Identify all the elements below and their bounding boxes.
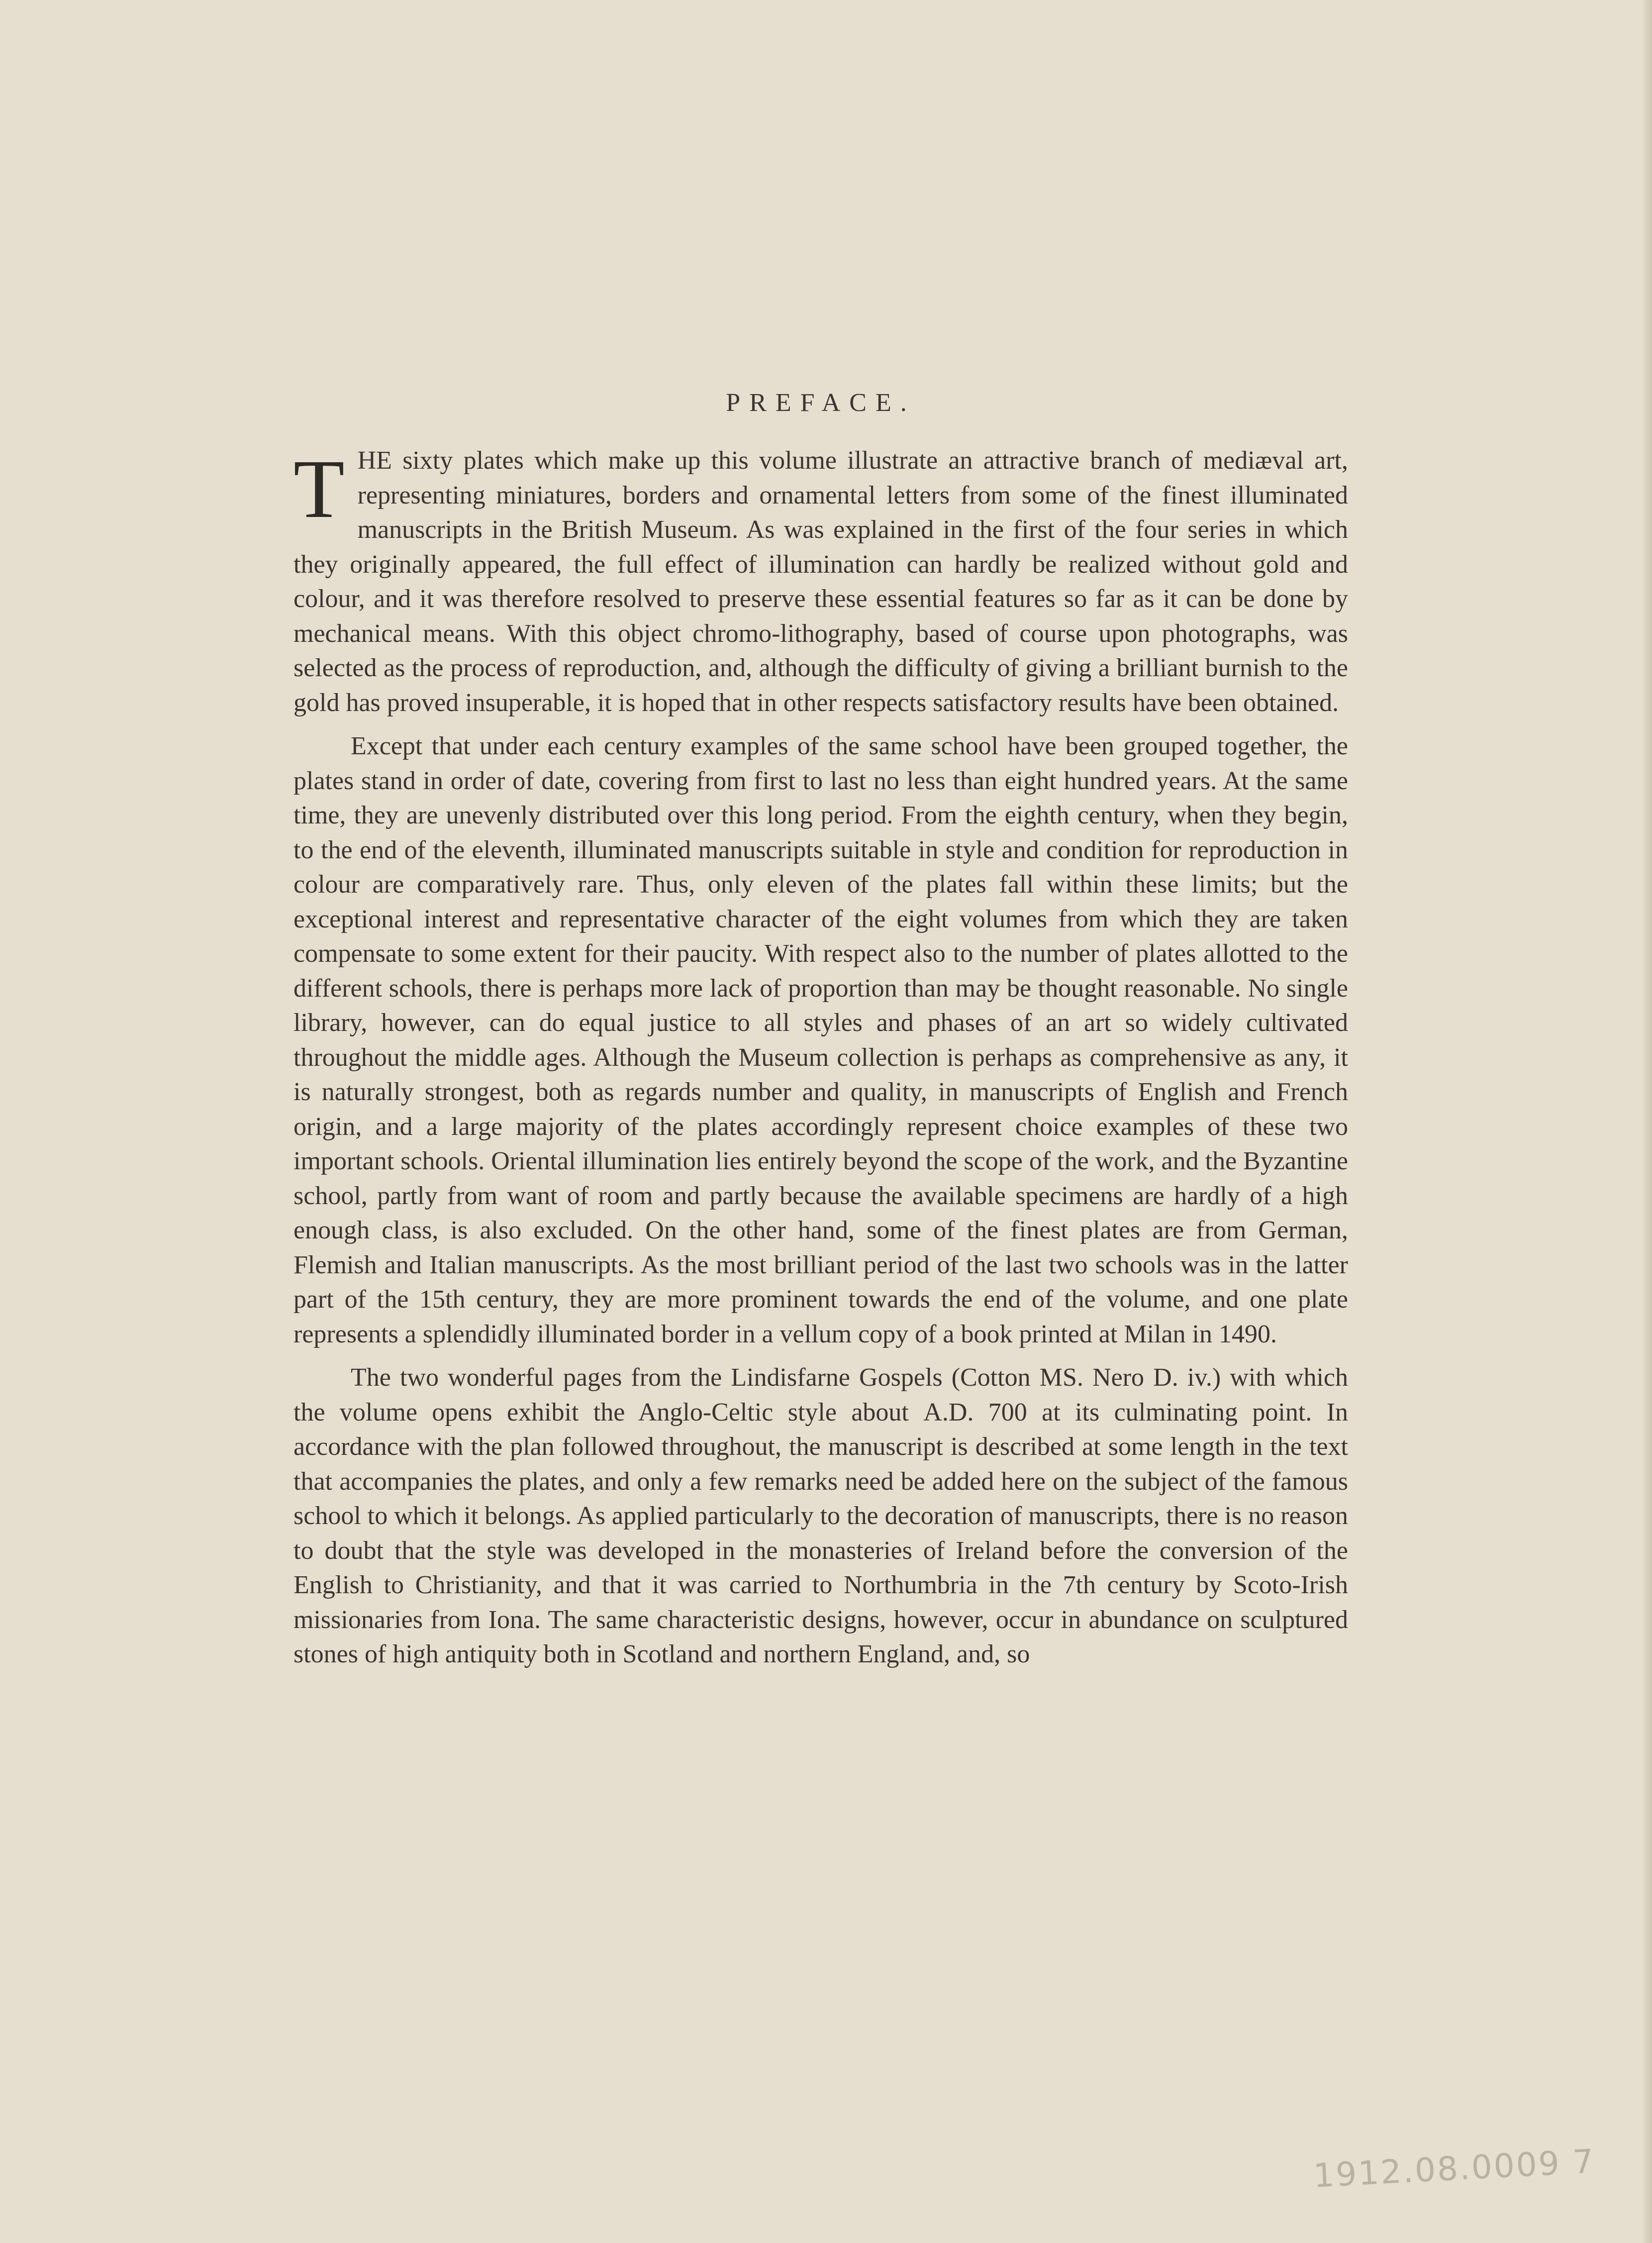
paragraph-2: Except that under each century examples of the same school have been grouped together, the plates stand in order of date, covering from first to last no less than eight hundred years. At the same time, they are unevenly distributed over this long period. From the eighth century, when they begin, to the end of the eleventh, illuminated manuscripts suitable in style and condition for reproduction in colour are comparatively rare. Thus, only eleven of the plates fall within these limits; but the exceptional interest and representative character of the eight volumes from which they are taken compensate to some extent for their paucity. With respect also to the number of plates allotted to the different schools, there is perhaps more lack of proportion than may be thought reasonable. No single library, however, can do equal justice to all styles and phases of an art so widely cultivated throughout the middle ages. Although the Museum collection is perhaps as comprehensive as any, it is naturally strongest, both as regards number and quality, in manuscripts of English and French origin, and a large majority of the plates accordingly represent choice examples of these two important schools. Oriental illumination lies entirely beyond the scope of the work, and the Byzantine school, partly from want of room and partly because the available specimens are hardly of a high enough class, is also excluded. On the other hand, some of the finest plates are from German, Flemish and Italian manuscripts. As the most brilliant period of the last two schools was in the latter part of the 15th century, they are more prominent towards the end of the volume, and one plate represents a splendidly illuminated border in a vellum copy of a book printed at Milan in 1490. (293, 732, 1348, 1348)
drop-cap-letter: T (293, 443, 345, 535)
paper-edge (1641, 0, 1652, 2243)
accession-number: 1912.08.0009 7 (1312, 2142, 1596, 2195)
anno-domini: A.D. (923, 1398, 974, 1427)
page-title: PREFACE. (726, 389, 916, 417)
preface-section (293, 388, 1348, 1672)
paragraph-1 (293, 443, 1348, 720)
paragraph-3-text-after: 700 at its culminating point. In accordance with the plan followed throughout, the manuscript is described at some length in the text that accompanies the plates, and only a few remarks need be added here on the subject of the famous school to which it belongs. As applied particularly to the decoration of manuscripts, there is no reason to doubt that the style was developed in the monasteries of Ireland before the conversion of the English to Christianity, and that it was carried to Northumbria in the 7th century by Scoto-Irish missionaries from Iona. The same characteristic designs, however, occur in abundance on sculptured stones of high antiquity both in Scotland and northern England, and, so (293, 1398, 1349, 1668)
paragraph-3-text-before: The two wonderful pages from the Lindisfarne Gospels (Cotton MS. Nero D. iv.) with which the volume opens exhibit the Anglo-Celtic style about (293, 1363, 1348, 1427)
paragraph-1-text: HE sixty plates which make up this volume illustrate an attractive branch of mediæval art, representing miniatures, borders and ornamental letters from some of the finest illuminated manuscripts in the British Museum. As was explained in the first of the four series in which they originally appeared, the full effect of illumination can hardly be realized without gold and colour, and it was therefore resolved to preserve these essential features so far as it can be done by mechanical means. With this object chromo-lithography, based of course upon photographs, was selected as the process of reproduction, and, although the difficulty of giving a brilliant burnish to the gold has proved insuperable, it is hoped that in other respects satisfactory results have been obtained. (293, 446, 1348, 717)
paragraph-3 (293, 1360, 1348, 1672)
